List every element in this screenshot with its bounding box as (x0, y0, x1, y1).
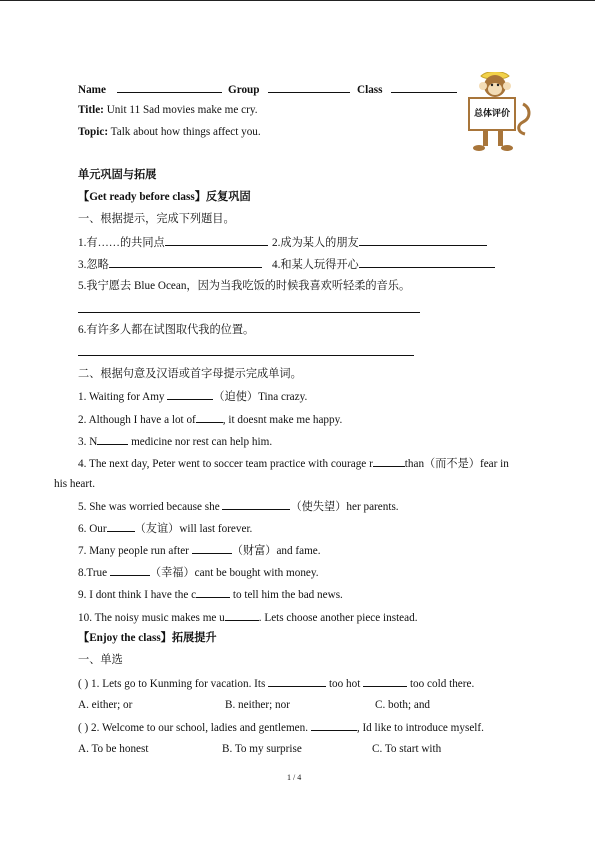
item-3 (78, 257, 262, 272)
mc-1-start: ( ) 1. Lets go to Kunming for vacation. Its (78, 678, 269, 690)
sentence-5-end: （使失望）her parents. (290, 501, 399, 513)
item-1-blank[interactable] (165, 235, 268, 246)
section-main-heading: 单元巩固与拓展 (78, 169, 157, 181)
sentence-10-start: 10. The noisy music makes me u (78, 612, 225, 624)
sentence-4-start: 4. The next day, Peter went to soccer team practice with courage r (78, 458, 373, 470)
title-line (78, 103, 258, 117)
name-label: Name (78, 84, 106, 96)
item-1 (78, 235, 268, 250)
part1-heading: 【Get ready before class】反复巩固 (78, 191, 251, 203)
sentence-8-blank[interactable] (110, 565, 150, 576)
sentence-9-end: to tell him the bad news. (230, 589, 343, 601)
mc-question-1 (78, 676, 474, 691)
class-label: Class (357, 84, 383, 96)
sentence-6-blank[interactable] (107, 521, 135, 532)
item-5-answer-line[interactable] (78, 312, 420, 313)
sentence-6-end: （友谊）will last forever. (134, 523, 253, 535)
mc-1-end: too cold there. (407, 678, 475, 690)
sentence-10-end: . Lets choose another piece instead. (258, 612, 418, 624)
sentence-3-blank[interactable] (97, 434, 128, 445)
class-field (357, 82, 457, 97)
mc-question-2 (78, 720, 484, 735)
sentence-2-blank[interactable] (196, 412, 223, 423)
item-3-blank[interactable] (109, 257, 262, 268)
item-3-text: 3.忽略 (78, 259, 109, 271)
sentence-4-end: than（而不是）fear in (404, 458, 509, 470)
sentence-4-blank[interactable] (373, 456, 405, 467)
sentence-2-start: 2. Although I have a lot of (78, 414, 196, 426)
sentence-8 (78, 565, 319, 580)
item-2-text: 2.成为某人的朋友 (272, 237, 359, 249)
badge-text: 总体评价 (473, 109, 510, 119)
sentence-5-start: 5. She was worried because she (78, 501, 223, 513)
sentence-2 (78, 412, 342, 427)
mc-1-blank-1[interactable] (268, 676, 326, 687)
sentence-9-start: 9. I dont think I have the c (78, 589, 197, 601)
mc-1-middle: too hot (326, 678, 364, 690)
part2-question-heading: 一、单选 (78, 654, 123, 666)
mc-2-start: ( ) 2. Welcome to our school, ladies and gentlemen. (78, 722, 311, 734)
sentence-8-end: （幸福）cant be bought with money. (149, 567, 319, 579)
title-value: Unit 11 Sad movies make me cry. (106, 104, 258, 116)
mc-1-option-b[interactable]: B. neither; nor (225, 699, 290, 711)
sentence-6 (78, 521, 252, 536)
name-blank[interactable] (117, 82, 222, 93)
sentence-4 (78, 456, 509, 471)
class-blank[interactable] (391, 82, 457, 93)
sentence-8-start: 8.True (78, 567, 110, 579)
topic-label: Topic: (78, 126, 109, 138)
page-number: 1 / 4 (287, 773, 302, 782)
sentence-2-end: , it doesnt make me happy. (222, 414, 343, 426)
title-label: Title: (78, 104, 104, 116)
sentence-9-blank[interactable] (196, 587, 230, 598)
topic-line (78, 125, 261, 139)
sentence-10 (78, 610, 418, 625)
sentence-4-continued: his heart. (54, 478, 96, 490)
sentence-1 (78, 389, 307, 404)
sentence-7-blank[interactable] (192, 543, 232, 554)
item-4 (272, 257, 495, 272)
sentence-1-blank[interactable] (167, 389, 213, 400)
mc-1-option-a[interactable]: A. either; or (78, 699, 133, 711)
sentence-1-end: （迫使）Tina crazy. (213, 391, 308, 403)
sentence-3-end: medicine nor rest can help him. (128, 436, 273, 448)
mc-1-option-c[interactable]: C. both; and (375, 699, 431, 711)
item-1-text: 1.有……的共同点 (78, 237, 165, 249)
item-2-blank[interactable] (359, 235, 487, 246)
part2-heading: 【Enjoy the class】拓展提升 (78, 632, 217, 644)
item-4-text: 4.和某人玩得开心 (272, 259, 359, 271)
sentence-7-start: 7. Many people run after (78, 545, 192, 557)
mc-2-option-b[interactable]: B. To my surprise (222, 743, 302, 755)
mc-2-option-a[interactable]: A. To be honest (78, 743, 149, 755)
item-6: 6.有许多人都在试图取代我的位置。 (78, 324, 255, 336)
part1-question2-heading: 二、根据句意及汉语或首字母提示完成单词。 (78, 368, 302, 380)
sentence-3-start: 3. N (78, 436, 98, 448)
group-label: Group (228, 84, 260, 96)
mc-2-option-c[interactable]: C. To start with (372, 743, 442, 755)
sentence-6-start: 6. Our (78, 523, 107, 535)
sentence-10-blank[interactable] (225, 610, 259, 621)
sentence-7 (78, 543, 321, 558)
mc-2-blank[interactable] (311, 720, 357, 731)
sentence-1-start: 1. Waiting for Amy (78, 391, 168, 403)
item-6-answer-line[interactable] (78, 355, 414, 356)
item-2 (272, 235, 487, 250)
sentence-9 (78, 587, 343, 602)
mc-1-blank-2[interactable] (363, 676, 407, 687)
topic-value: Talk about how things affect you. (110, 126, 261, 138)
mc-2-end: , Id like to introduce myself. (356, 722, 484, 734)
sentence-3 (78, 434, 272, 449)
name-field (78, 82, 222, 97)
item-5: 5.我宁愿去 Blue Ocean，因为当我吃饭的时候我喜欢听轻柔的音乐。 (78, 280, 411, 292)
sentence-7-end: （财富）and fame. (231, 545, 321, 557)
evaluation-badge (465, 72, 533, 154)
group-field (228, 82, 350, 97)
sentence-5 (78, 499, 399, 514)
group-blank[interactable] (268, 82, 350, 93)
sentence-5-blank[interactable] (222, 499, 290, 510)
part1-question-heading: 一、根据提示，完成下列题目。 (78, 213, 235, 225)
item-4-blank[interactable] (359, 257, 495, 268)
top-border (0, 0, 595, 1)
